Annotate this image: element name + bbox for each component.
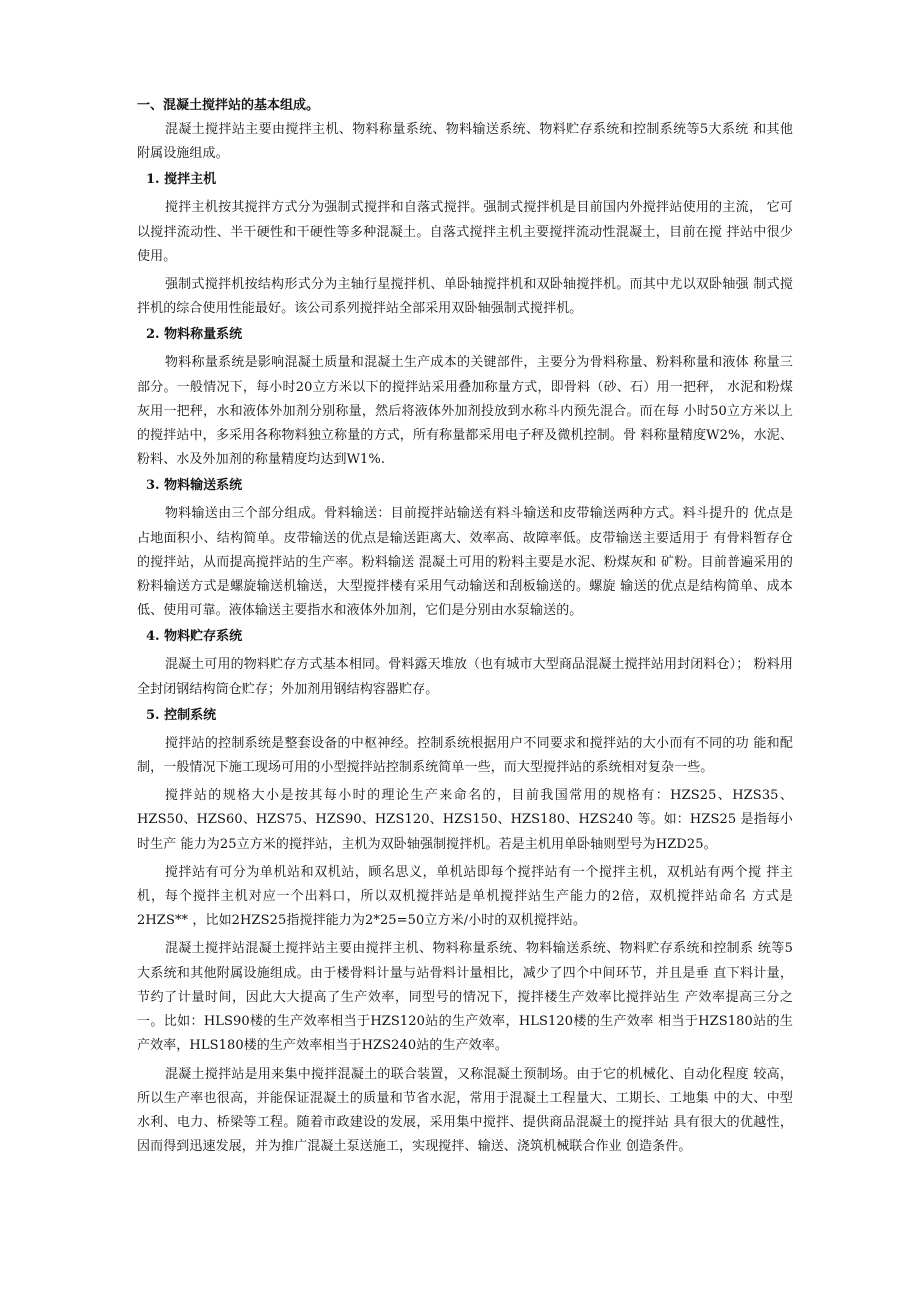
section-mixer: [137, 170, 793, 321]
section-paragraph: 搅拌主机按其搅拌方式分为强制式搅拌和自落式搅拌。强制式搅拌机是目前国内外搅拌站使用的主流， 它可以搅拌流动性、半干硬性和干硬性等多种混凝土。自落式搅拌主机主要搅拌流动性混凝土，目前在搅 拌站中很少使用。: [137, 200, 793, 264]
section-storage: [137, 627, 793, 701]
section-weighing: [137, 325, 793, 472]
section-title: 5. 控制系统: [146, 707, 217, 723]
section-paragraph: 搅拌站的规格大小是按其每小时的理论生产来命名的，目前我国常用的规格有：HZS25、HZS35、 HZS50、HZS60、HZS75、HZS90、HZS120、HZS150、HZS180、HZS240 等。如：HZS25 是指每小时生产 能力为25立方米的搅拌站，主机为双卧轴强制搅拌机。若是主机用单卧轴则型号为HZD25。: [137, 788, 793, 852]
document-heading: 一、混凝土搅拌站的基本组成。: [137, 98, 320, 113]
section-paragraph: 混凝土搅拌站混凝土搅拌站主要由搅拌主机、物料称量系统、物料输送系统、物料贮存系统和控制系 统等5大系统和其他附属设施组成。由于楼骨料计量与站骨料计量相比，减少了四个中间环节，并且是垂 直下料计量，节约了计量时间，因此大大提高了生产效率，同型号的情况下，搅拌楼生产效率比搅拌站生 产效率提高三分之一。比如：HLS90楼的生产效率相当于HZS120站的生产效率，HLS120楼的生产效率 相当于HZS180站的生产效率，HLS180楼的生产效率相当于HZS240站的生产效率。: [137, 941, 793, 1054]
section-paragraph: 搅拌站有可分为单机站和双机站，顾名思义，单机站即每个搅拌站有一个搅拌主机，双机站有两个搅 拌主机，每个搅拌主机对应一个出料口，所以双机搅拌站是单机搅拌站生产能力的2倍，双机搅拌站命名 方式是2HZS** ，比如2HZS25指搅拌能力为2*25=50立方米/小时的双机搅拌站。: [137, 864, 793, 929]
section-title: 4. 物料贮存系统: [146, 629, 243, 645]
section-title: 1. 搅拌主机: [146, 172, 217, 188]
section-paragraph: 物料输送由三个部分组成。骨料输送：目前搅拌站输送有料斗输送和皮带输送两种方式。料斗提升的 优点是占地面积小、结构简单。皮带输送的优点是输送距离大、效率高、故障率低。皮带输送主要适用于 有骨料暂存仓的搅拌站，从而提高搅拌站的生产率。粉料输送 混凝土可用的粉料主要是水泥、粉煤灰和 矿粉。目前普遍采用的粉料输送方式是螺旋输送机输送，大型搅拌楼有采用气动输送和刮板输送的。螺旋 输送的优点是结构简单、成本低、使用可靠。液体输送主要指水和液体外加剂，它们是分别由水泵输送的。: [137, 506, 793, 619]
section-paragraph: 混凝土搅拌站是用来集中搅拌混凝土的联合装置，又称混凝土预制场。由于它的机械化、自动化程度 较高，所以生产率也很高，并能保证混凝土的质量和节省水泥，常用于混凝土工程量大、工期长、工地集 中的大、中型水利、电力、桥梁等工程。随着市政建设的发展，采用集中搅拌、提供商品混凝土的搅拌站 具有很大的优越性，因而得到迅速发展，并为推广混凝土泵送施工，实现搅拌、输送、浇筑机械联合作业 创造条件。: [137, 1066, 793, 1155]
section-title: 2. 物料称量系统: [146, 327, 243, 343]
section-paragraph: 强制式搅拌机按结构形式分为主轴行星搅拌机、单卧轴搅拌机和双卧轴搅拌机。而其中尤以双卧轴强 制式搅拌机的综合使用性能最好。该公司系列搅拌站全部采用双卧轴强制式搅拌机。: [137, 277, 793, 317]
section-paragraph: 搅拌站的控制系统是整套设备的中枢神经。控制系统根据用户不同要求和搅拌站的大小而有不同的功 能和配制，一般情况下施工现场可用的小型搅拌站控制系统简单一些，而大型搅拌站的系统相对复杂一些。: [137, 735, 793, 776]
intro-paragraph: 混凝土搅拌站主要由搅拌主机、物料称量系统、物料输送系统、物料贮存系统和控制系统等5大系统 和其他附属设施组成。: [137, 122, 793, 162]
section-paragraph: 物料称量系统是影响混凝土质量和混凝土生产成本的关键部件，主要分为骨料称量、粉料称量和液体 称量三部分。一般情况下，每小时20立方米以下的搅拌站采用叠加称量方式，即骨料（砂、石）用一把秤， 水泥和粉煤灰用一把秤，水和液体外加剂分别称量，然后将液体外加剂投放到水称斗内预先混合。而在每 小时50立方米以上的搅拌站中，多采用各称物料独立称量的方式，所有称量都采用电子秤及微机控制。骨 料称量精度W2%，水泥、粉料、水及外加剂的称量精度均达到W1%.: [137, 355, 793, 468]
section-paragraph: 混凝土可用的物料贮存方式基本相同。骨料露天堆放（也有城市大型商品混凝土搅拌站用封闭料仓）； 粉料用全封闭钢结构筒仓贮存；外加剂用钢结构容器贮存。: [137, 657, 793, 697]
section-control: [137, 706, 793, 1159]
section-conveying: [137, 476, 793, 623]
section-title: 3. 物料输送系统: [146, 478, 243, 494]
document-page: [137, 96, 793, 1163]
